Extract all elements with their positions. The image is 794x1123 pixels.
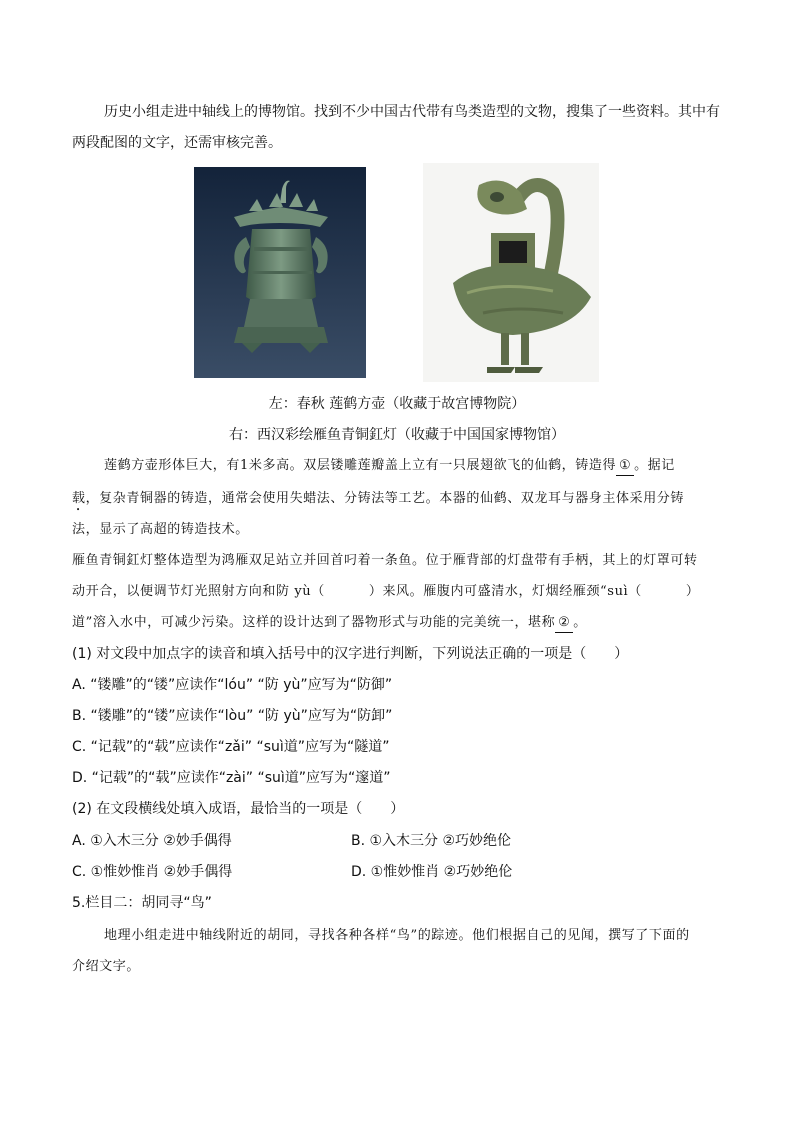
passage-text: 。	[573, 615, 587, 630]
dotted-char-zai: 载	[72, 491, 86, 506]
question-1-option-c[interactable]: C. “记载”的“载”应读作“zǎi” “suì道”应写为“隧道”	[72, 739, 390, 755]
question-2-option-b[interactable]: B. ①入木三分 ②巧妙绝伦	[351, 833, 512, 849]
question-2-stem: (2) 在文段横线处填入成语，最恰当的一项是（ ）	[72, 801, 405, 817]
passage-p2-line-2	[72, 583, 700, 601]
passage-p2-line-1: 雁鱼青铜釭灯整体造型为鸿雁双足站立并回首叼着一条鱼。位于雁背部的灯盘带有手柄，其上的灯罩可转	[72, 553, 698, 568]
intro-line-2: 两段配图的文字，还需审核完善。	[72, 135, 282, 151]
caption-left: 左：春秋 莲鹤方壶（收藏于故宫博物院）	[268, 396, 526, 412]
question-2-option-a[interactable]: A. ①入木三分 ②妙手偶得	[72, 833, 232, 849]
passage-text: 。据记	[634, 458, 675, 473]
passage-p1-line-1	[104, 457, 675, 476]
goose-fish-lamp-illustration	[423, 163, 599, 382]
passage-p2-line-3	[72, 614, 587, 633]
blank-1: ①	[616, 457, 634, 476]
question-1-option-d[interactable]: D. “记载”的“载”应读作“zài” “suì道”应写为“邃道”	[72, 770, 391, 786]
section-5-title: 5.栏目二：胡同寻“鸟”	[72, 895, 212, 911]
passage-text: ，复杂青铜器的铸造，通常会使用失蜡法、分铸法等工艺。本器的仙鹤、双龙耳与器身主体采用分铸	[85, 491, 685, 506]
blank-2: ②	[555, 614, 573, 633]
section-5-line-2: 介绍文字。	[72, 959, 141, 974]
question-1-option-b[interactable]: B. “镂雕”的“镂”应读作“lòu” “防 yù”应写为“防卸”	[72, 708, 393, 724]
caption-right: 右：西汉彩绘雁鱼青铜釭灯（收藏于中国国家博物馆）	[229, 427, 565, 443]
goose-fish-lamp-photo	[423, 163, 599, 382]
passage-text: 动开合，以便调节灯光照射方向和防 yù（	[72, 584, 325, 599]
passage-text: ）	[685, 584, 700, 599]
question-2-option-d[interactable]: D. ①惟妙惟肖 ②巧妙绝伦	[351, 864, 513, 880]
passage-text: 道”溶入水中，可减少污染。这样的设计达到了器物形式与功能的完美统一，堪称	[72, 615, 556, 630]
passage-p1-line-3: 法，显示了高超的铸造技术。	[72, 522, 249, 537]
lotus-crane-hu-photo	[194, 167, 366, 378]
question-1-option-a[interactable]: A. “镂雕”的“镂”应读作“lóu” “防 yù”应写为“防御”	[72, 677, 393, 693]
question-1-stem: (1) 对文段中加点字的读音和填入括号中的汉字进行判断，下列说法正确的一项是（ ）	[72, 646, 629, 662]
lotus-crane-hu-illustration	[194, 167, 366, 378]
passage-text: ）来风。雁腹内可盛清水，灯烟经雁颈“suì（	[368, 584, 642, 599]
section-5-line-1: 地理小组走进中轴线附近的胡同，寻找各种各样“鸟”的踪迹。他们根据自己的见闻，撰写了下面的	[104, 928, 690, 943]
passage-text: 莲鹤方壶形体巨大，有1米多高。双层镂雕莲瓣盖上立有一只展翅欲飞的仙鹤，铸造得	[104, 458, 617, 473]
intro-line-1: 历史小组走进中轴线上的博物馆。找到不少中国古代带有鸟类造型的文物，搜集了一些资料。其中有	[104, 104, 720, 120]
question-2-option-c[interactable]: C. ①惟妙惟肖 ②妙手偶得	[72, 864, 233, 880]
passage-p1-line-2	[72, 490, 684, 514]
